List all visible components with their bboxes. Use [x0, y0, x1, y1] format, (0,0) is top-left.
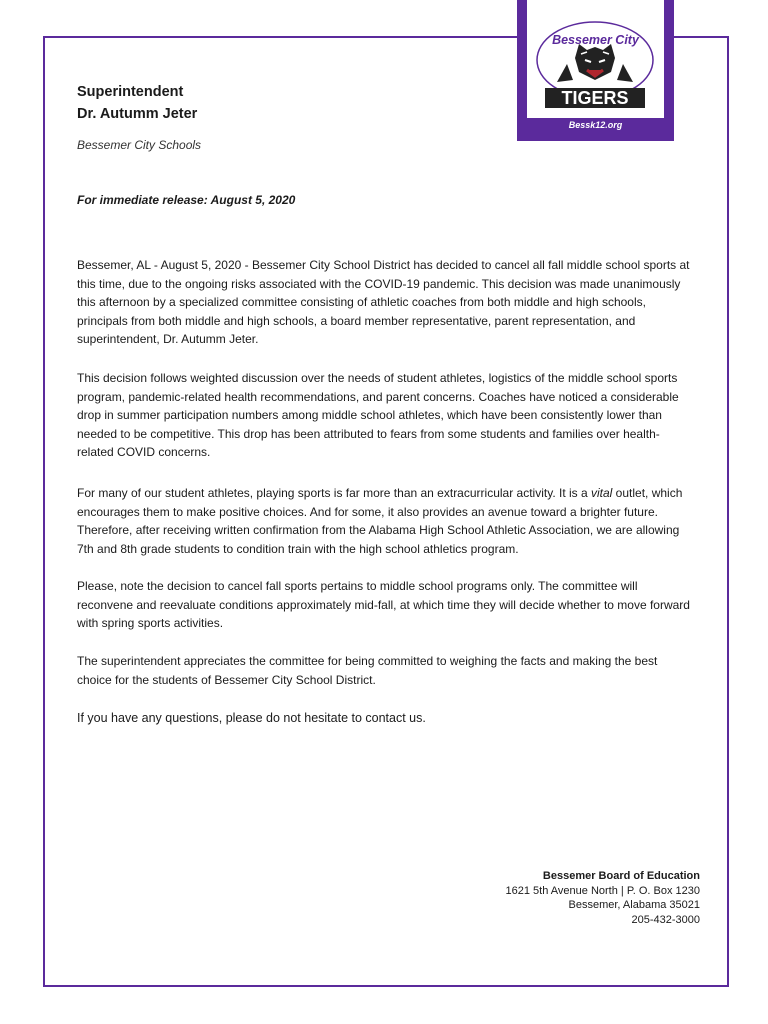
paragraph-text: The superintendent appreciates the committee for being committed to weighing the facts and making the best choice for the students of Bessemer City School District. — [77, 654, 658, 687]
paragraph-5 — [77, 652, 693, 689]
paragraph-text — [77, 484, 693, 558]
paragraph-text: This decision follows weighted discussion over the needs of student athletes, logistics of the middle school sports program, pandemic-related health recommendations, and parent concerns. Coaches have noticed a considerable drop in summer participation numbers among middle school athletes, which have been consistently lower than needed to be competitive. This drop has been attributed to fears from some students and families over health-related COVID concerns. — [77, 371, 679, 460]
organization-name: Bessemer City Schools — [77, 138, 202, 152]
paragraph-1 — [77, 256, 693, 349]
address-line2: Bessemer, Alabama 35021 — [568, 899, 700, 912]
address-phone: 205-432-3000 — [631, 914, 700, 927]
paragraph-4 — [77, 577, 693, 633]
paragraph-text: Please, note the decision to cancel fall sports pertains to middle school programs only. The committee will reconvene and reevaluate conditions approximately mid-fall, at which time they will decide whether to move forward with spring sports activities. — [77, 579, 690, 631]
logo-mascot-text: TIGERS — [561, 88, 629, 108]
release-line: For immediate release: August 5, 2020 — [77, 193, 296, 207]
paragraph-text-before: For many of our student athletes, playing sports is far more than an extracurricular activity. It is a — [77, 486, 591, 500]
superintendent-title: Superintendent — [77, 84, 184, 100]
paragraph-text-after: outlet, which encourages them to make positive choices. And for some, it also provides an avenue toward a brighter future. Therefore, after receiving written confirmation from the Alabama High School Athletic Association, we are allowing 7th and 8th grade students to condition train with the high school athletics program. — [77, 486, 683, 556]
paragraph-2 — [77, 369, 693, 462]
superintendent-name: Dr. Autumm Jeter — [77, 106, 198, 122]
address-org: Bessemer Board of Education — [542, 870, 700, 882]
closing-line: If you have any questions, please do not hesitate to contact us. — [77, 711, 426, 725]
address-line1: 1621 5th Avenue North | P. O. Box 1230 — [505, 884, 700, 897]
logo-title: Bessemer City — [552, 33, 639, 47]
emphasis-word: vital — [591, 486, 613, 500]
paragraph-3 — [77, 484, 693, 558]
address-block — [506, 869, 700, 928]
school-logo — [517, 0, 674, 141]
paragraph-text: Bessemer, AL - August 5, 2020 - Bessemer City School District has decided to cancel all fall middle school sports at this time, due to the ongoing risks associated with the COVID-19 pandemic. This decision was made unanimously this afternoon by a specialized committee consisting of athletic coaches from both middle and high schools, principals from both middle and high schools, a board member representative, parent representation, and superintendent, Dr. Autumm Jeter. — [77, 258, 690, 347]
tiger-mascot-icon — [527, 0, 664, 118]
logo-url: Bessk12.org — [568, 120, 623, 130]
